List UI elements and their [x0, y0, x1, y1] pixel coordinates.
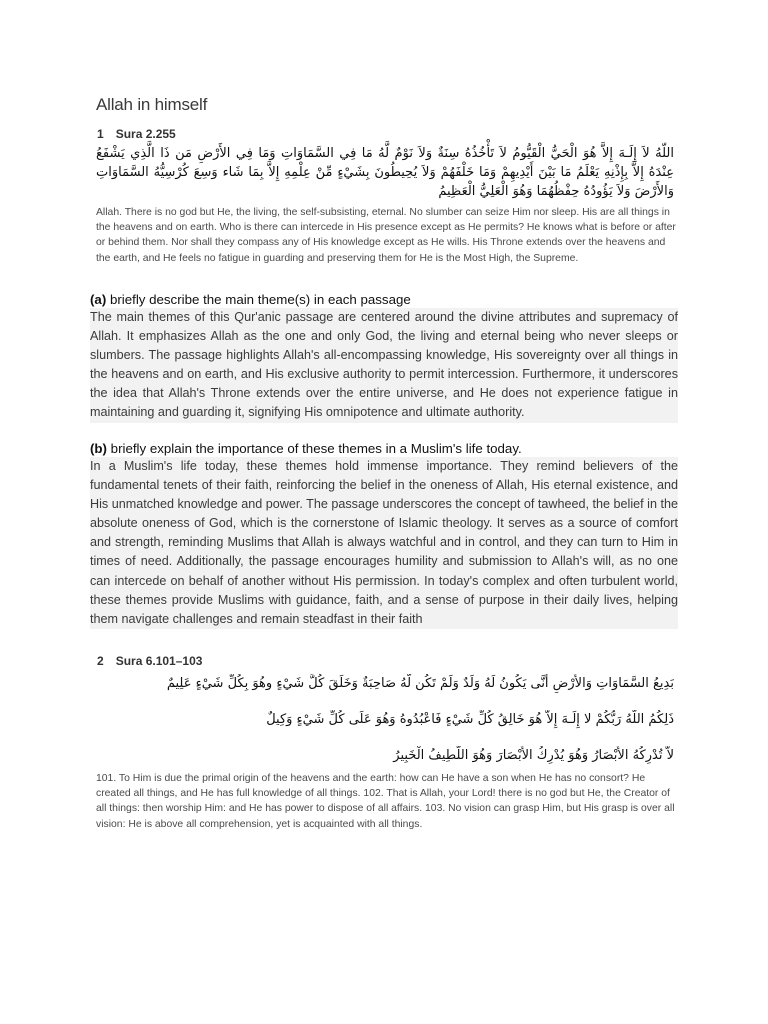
question-b-text: briefly explain the importance of these themes in a Muslim's life today. [106, 441, 522, 456]
passage-2-arabic-line-3: لاَّ تُدْرِكُهُ الأَبْصَارُ وَهُوَ يُدْرِكُ الأَبْصَارَ وَهُوَ اللَّطِيفُ الْخَبِيرُ [393, 748, 674, 763]
passage-1-number: 1 [97, 127, 104, 141]
passage-2-number: 2 [97, 654, 104, 668]
passage-1-arabic: اللّهُ لاَ إِلَـهَ إِلاَّ هُوَ الْحَيُّ الْقَيُّومُ لاَ تَأْخُذُهُ سِنَةٌ وَلاَ نَوْمٌ لَّهُ مَا فِي السَّمَاوَاتِ وَمَا فِي الأَرْضِ مَن ذَا الَّذِي يَشْفَعُ عِنْدَهُ إِلاَّ بِإِذْنِهِ يَعْلَمُ مَا بَيْنَ أَيْدِيهِمْ وَمَا خَلْفَهُمْ وَلاَ يُحِيطُونَ بِشَيْءٍ مِّنْ عِلْمِهِ إِلاَّ بِمَا شَاء وَسِعَ كُرْسِيُّهُ السَّمَاوَاتِ وَالأَرْضَ وَلاَ يَؤُودُهُ حِفْظُهُمَا وَهُوَ الْعَلِيُّ الْعَظِيمُ [96, 146, 674, 199]
passage-1-sura: Sura 2.255 [115, 127, 176, 141]
question-a [90, 291, 680, 308]
answer-a: The main themes of this Qur'anic passage are centered around the divine attributes and supremacy of Allah. It emphasizes Allah as the one and only God, the living and eternal being who never sleeps or slumbers. The passage highlights Allah's all-encompassing knowledge, His sovereignty over all things in the heavens and on earth, and His exclusive authority to permit intercession. Furthermore, it underscores the idea that Allah's Throne extends over the entire universe, and He does not experience fatigue in maintaining and guarding it, signifying His omnipotence and ultimate authority. [90, 308, 678, 423]
question-b-label: (b) [90, 441, 107, 456]
passage-2-translation: 101. To Him is due the primal origin of the heavens and the earth: how can He have a son when He has no consort? He created all things, and He has full knowledge of all things. 102. That is Allah, your Lord! there is no god but He, the Creator of all things: then worship Him: and He has power to dispose of all affairs. 103. No vision can grasp Him, but His grasp is over all vision: He is above all comprehension, yet is acquainted with all things. [96, 773, 675, 830]
question-a-text: briefly describe the main theme(s) in each passage [106, 292, 411, 307]
section-title: Allah in himself [96, 95, 208, 114]
passage-2-arabic-line-2: ذَلِكُمُ اللّهُ رَبُّكُمْ لا إِلَـهَ إِلاَّ هُوَ خَالِقُ كُلِّ شَيْءٍ فَاعْبُدُوهُ وَهُوَ عَلَى كُلِّ شَيْءٍ وَكِيلٌ [266, 712, 674, 727]
question-b [90, 440, 680, 457]
answer-b: In a Muslim's life today, these themes hold immense importance. They remind believers of the fundamental tenets of their faith, reinforcing the belief in the oneness of Allah, His eternal existence, and His unmatched knowledge and power. The passage underscores the concept of tawheed, the belief in the absolute oneness of God, which is the cornerstone of Islamic theology. It serves as a source of comfort and strength, reminding Muslims that Allah is always watchful and in control, and they can turn to Him in times of need. Additionally, the passage encourages humility and submission to Allah's will, as no one can intercede on behalf of another without His permission. In today's complex and often turbulent world, these themes provide Muslims with guidance, faith, and a sense of purpose in their daily lives, helping them navigate challenges and remain steadfast in their faith [90, 457, 678, 629]
passage-2-header [97, 654, 202, 668]
question-a-label: (a) [90, 292, 107, 307]
passage-1-header [97, 127, 176, 141]
passage-2-arabic-line-1: بَدِيعُ السَّمَاوَاتِ وَالأَرْضِ أَنَّى يَكُونُ لَهُ وَلَدٌ وَلَمْ تَكُن لَّهُ صَاحِبَةٌ وَخَلَقَ كُلَّ شَيْءٍ وهُوَ بِكُلِّ شَيْءٍ عَلِيمٌ [166, 676, 674, 691]
passage-2-sura: Sura 6.101–103 [115, 654, 203, 668]
passage-1-translation: Allah. There is no god but He, the living, the self-subsisting, eternal. No slumber can seize Him nor sleep. His are all things in the heavens and on earth. Who is there can intercede in His presence except as He permits? He knows what is before or after or behind them. Nor shall they compass any of His knowledge except as He wills. His Throne extends over the heavens and the earth, and He feels no fatigue in guarding and preserving them for He is the Most High, the Supreme. [96, 207, 676, 264]
